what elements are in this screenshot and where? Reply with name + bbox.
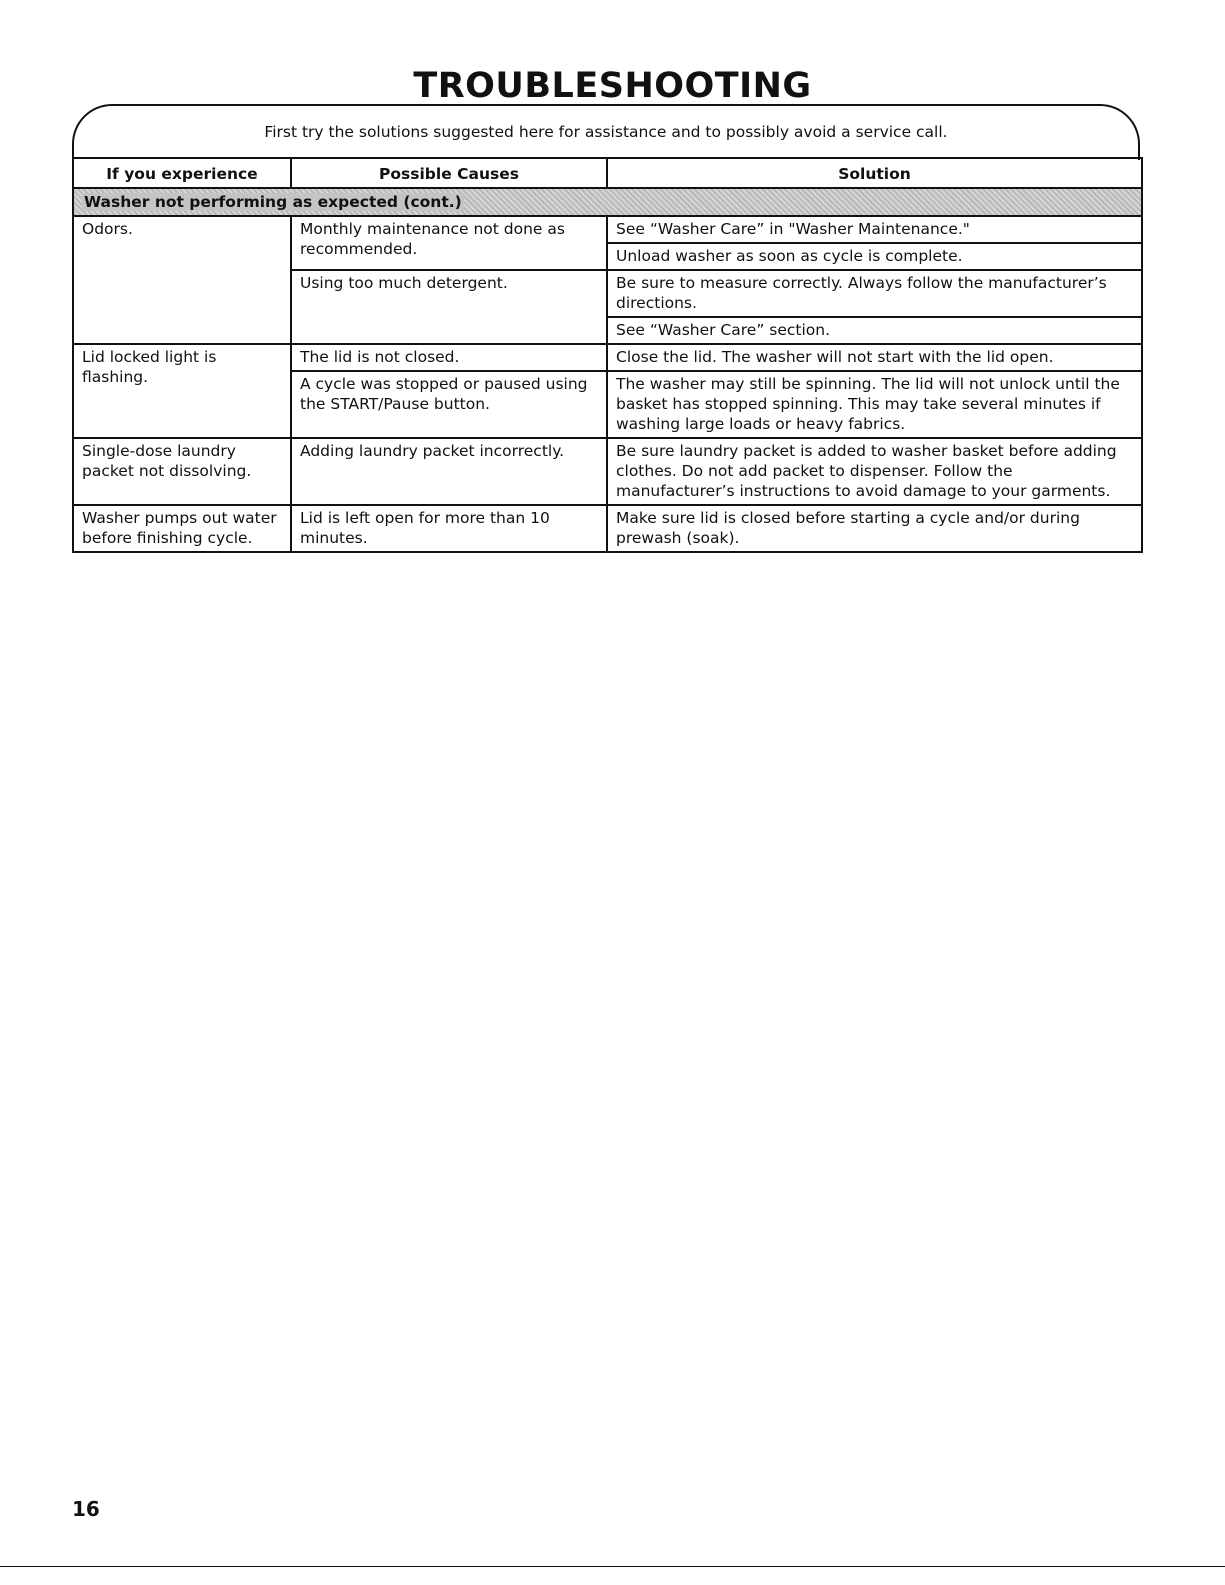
solution-cell: See “Washer Care” section. bbox=[607, 317, 1142, 344]
cause-cell: Using too much detergent. bbox=[291, 270, 607, 344]
solution-cell: See “Washer Care” in "Washer Maintenance." bbox=[607, 216, 1142, 243]
bottom-rule bbox=[0, 1566, 1225, 1567]
solution-cell: Be sure to measure correctly. Always follow the manufacturer’s directions. bbox=[607, 270, 1142, 317]
table-header-row bbox=[73, 158, 1142, 188]
problem-cell: Odors. bbox=[73, 216, 291, 344]
section-heading-text: Washer not performing as expected (cont.) bbox=[84, 193, 462, 211]
cause-cell: Adding laundry packet incorrectly. bbox=[291, 438, 607, 505]
cause-cell: The lid is not closed. bbox=[291, 344, 607, 371]
solution-cell: The washer may still be spinning. The lid will not unlock until the basket has stopped spinning. This may take several minutes if washing large loads or heavy fabrics. bbox=[607, 371, 1142, 438]
section-row bbox=[73, 188, 1142, 216]
header-causes: Possible Causes bbox=[291, 158, 607, 188]
solution-cell: Unload washer as soon as cycle is complete. bbox=[607, 243, 1142, 270]
table-row bbox=[73, 438, 1142, 505]
section-heading bbox=[73, 188, 1142, 216]
solution-cell: Close the lid. The washer will not start with the lid open. bbox=[607, 344, 1142, 371]
page-number: 16 bbox=[72, 1497, 100, 1521]
problem-cell: Single-dose laundry packet not dissolving. bbox=[73, 438, 291, 505]
problem-cell: Washer pumps out water before finishing cycle. bbox=[73, 505, 291, 552]
table-row bbox=[73, 216, 1142, 243]
solution-cell: Be sure laundry packet is added to washer basket before adding clothes. Do not add packet to dispenser. Follow the manufacturer’s instructions to avoid damage to your garments. bbox=[607, 438, 1142, 505]
solution-cell: Make sure lid is closed before starting a cycle and/or during prewash (soak). bbox=[607, 505, 1142, 552]
header-solution: Solution bbox=[607, 158, 1142, 188]
cause-cell: Lid is left open for more than 10 minutes. bbox=[291, 505, 607, 552]
table-row bbox=[73, 505, 1142, 552]
header-experience: If you experience bbox=[73, 158, 291, 188]
cause-cell: Monthly maintenance not done as recommended. bbox=[291, 216, 607, 270]
table-row bbox=[73, 344, 1142, 371]
page-title: TROUBLESHOOTING bbox=[413, 66, 812, 106]
cause-cell: A cycle was stopped or paused using the START/Pause button. bbox=[291, 371, 607, 438]
troubleshooting-table bbox=[72, 157, 1143, 553]
problem-cell: Lid locked light is flashing. bbox=[73, 344, 291, 438]
intro-text: First try the solutions suggested here for assistance and to possibly avoid a service call. bbox=[264, 123, 948, 141]
